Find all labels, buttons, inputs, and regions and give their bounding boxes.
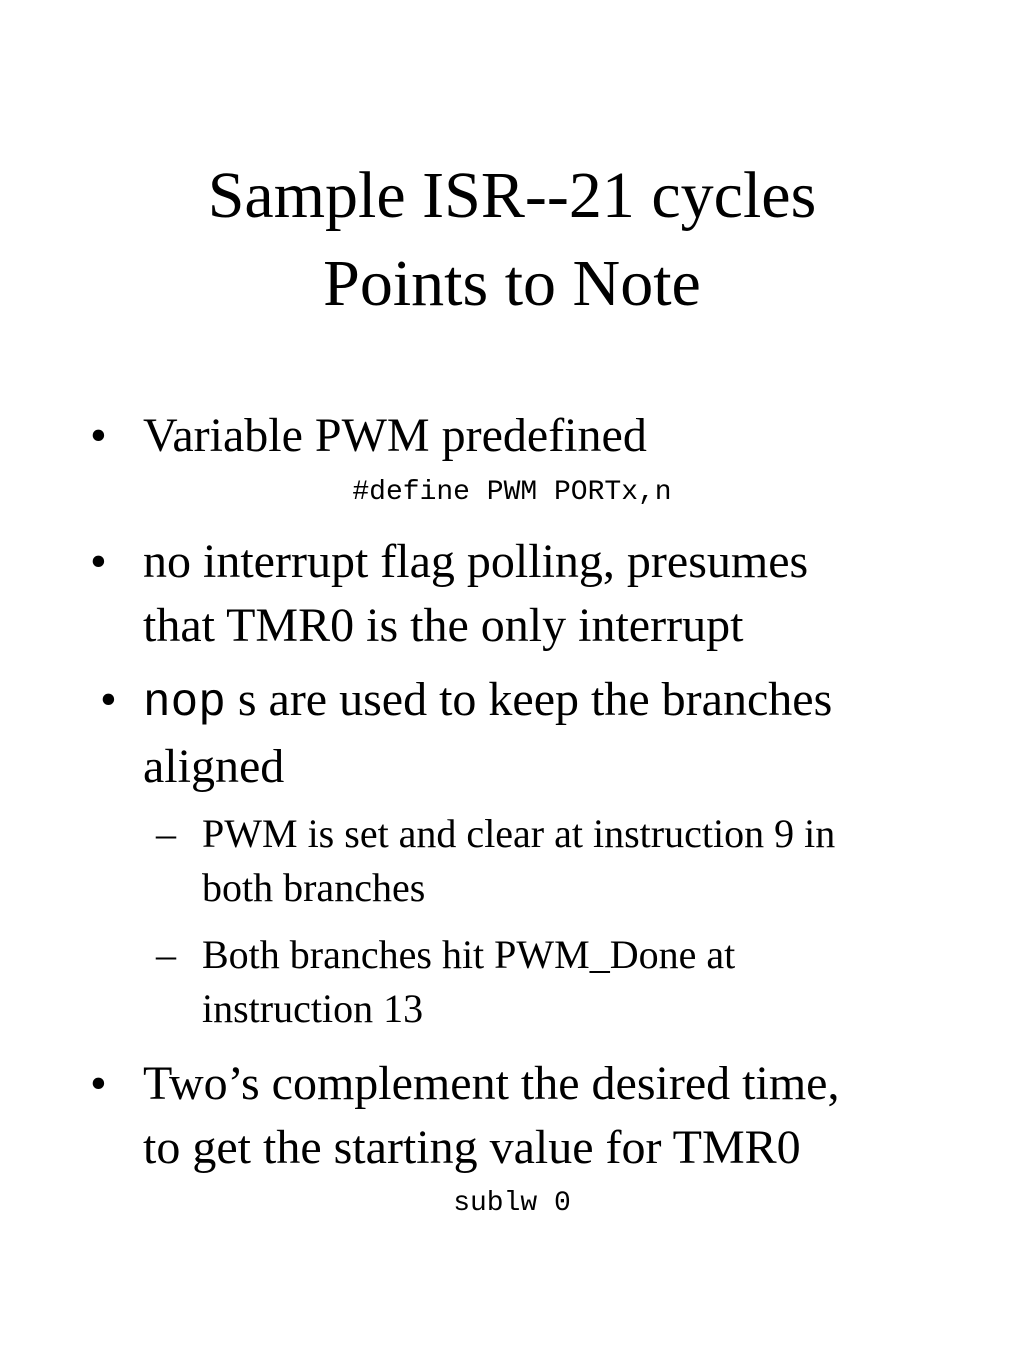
sub-line: instruction 13 <box>202 986 424 1031</box>
bullet-line-2: aligned <box>143 740 285 793</box>
bullet-line: Two’s complement the desired time, <box>143 1057 840 1110</box>
bullet-text <box>143 1052 933 1180</box>
sub-line: PWM is set and clear at instruction 9 in <box>202 811 836 856</box>
bullet-text <box>143 404 933 468</box>
inline-code-nop: nop <box>143 677 226 729</box>
bullet-dot: • <box>90 535 107 588</box>
code-sublw: sublw 0 <box>453 1188 571 1219</box>
bullet-text <box>143 530 933 658</box>
code-define-pwm: #define PWM PORTx,n <box>352 477 672 508</box>
sub-text <box>202 807 962 915</box>
bullet-dot: • <box>100 673 117 726</box>
bullet-line: to get the starting value for TMR0 <box>143 1121 801 1174</box>
sub-line: both branches <box>202 865 426 910</box>
sub-dash: – <box>156 811 176 856</box>
bullet-dot: • <box>90 409 107 462</box>
bullet-line: no interrupt flag polling, presumes <box>143 535 809 588</box>
sub-dash: – <box>156 932 176 977</box>
bullet-line: that TMR0 is the only interrupt <box>143 599 744 652</box>
bullet-text <box>143 668 933 799</box>
title-line-2: Points to Note <box>323 247 701 320</box>
bullet-line: Variable PWM predefined <box>143 409 647 462</box>
title-line-1: Sample ISR--21 cycles <box>207 159 817 232</box>
bullet-line-1 <box>143 668 933 735</box>
bullet-line-rest: s are used to keep the branches <box>225 673 833 726</box>
bullet-dot: • <box>90 1057 107 1110</box>
slide-title <box>0 152 1024 328</box>
sub-line: Both branches hit PWM_Done at <box>202 932 736 977</box>
sub-text <box>202 928 962 1036</box>
